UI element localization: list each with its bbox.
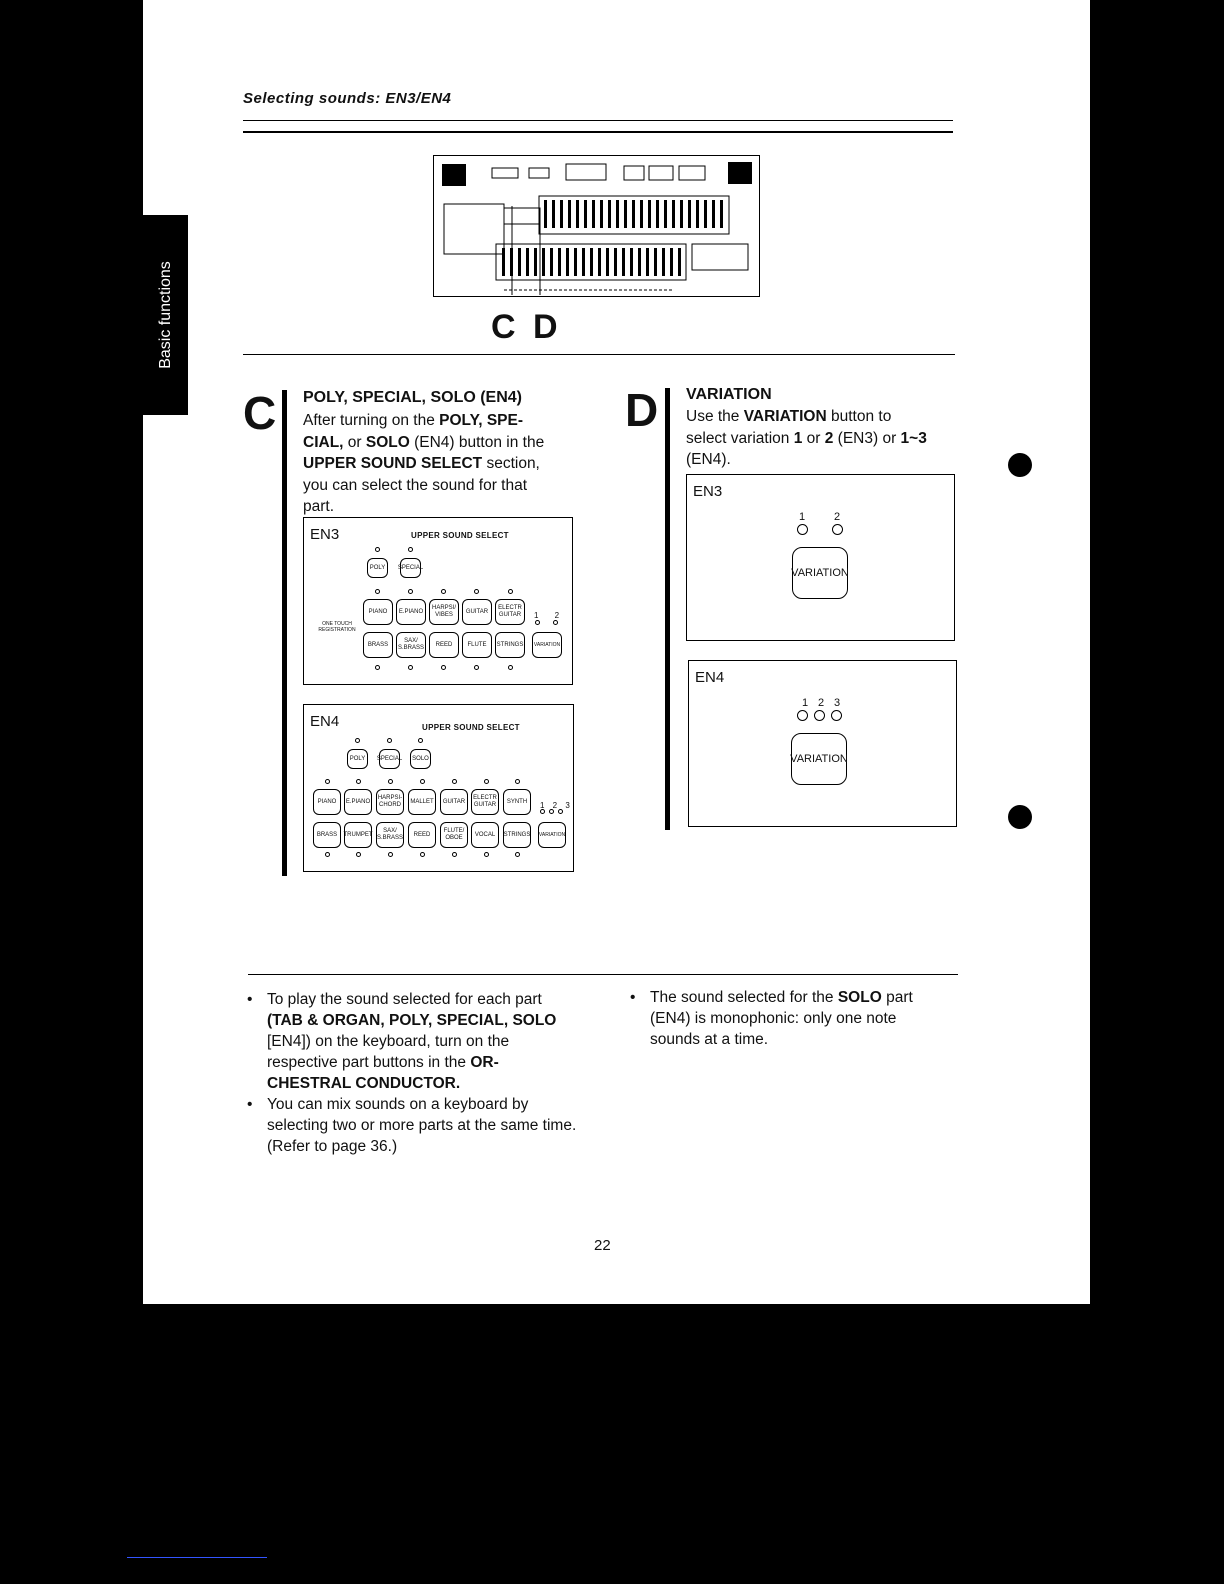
running-head: Selecting sounds: EN3/EN4	[243, 90, 452, 107]
section-d-bar	[665, 388, 670, 830]
led	[452, 852, 457, 857]
led	[558, 809, 563, 814]
panel-en3-label: EN3	[310, 526, 340, 543]
led	[408, 589, 413, 594]
electr-guitar-button[interactable]: ELECTR GUITAR	[471, 789, 499, 815]
reed-button[interactable]: REED	[429, 632, 459, 658]
led	[441, 589, 446, 594]
led	[515, 852, 520, 857]
variation-led-2	[832, 524, 843, 535]
rule-notes	[248, 974, 958, 975]
section-c-body: After turning on the POLY, SPE- CIAL, or SOLO (EN4) button in the UPPER SOUND SELECT section, you can select the sound for that part.	[303, 412, 545, 515]
solo-button[interactable]: SOLO	[410, 749, 431, 769]
led	[535, 620, 540, 625]
led	[375, 665, 380, 670]
sax-s-brass-button[interactable]: SAX/ S.BRASS	[376, 822, 404, 848]
led	[325, 852, 330, 857]
led	[515, 779, 520, 784]
variation-led-numbers: 1 2	[534, 611, 567, 620]
rule-mid	[243, 354, 955, 355]
section-d-body: Use the VARIATION button to select variation 1 or 2 (EN3) or 1~3 (EN4).	[686, 408, 927, 468]
vocal-button[interactable]: VOCAL	[471, 822, 499, 848]
instrument-panel-drawing	[434, 156, 758, 295]
harpsichord-button[interactable]: HARPSI-CHORD	[376, 789, 404, 815]
panel-en4-variation-label: EN4	[695, 669, 725, 686]
section-c-letter: C	[243, 387, 277, 439]
binder-hole-bottom	[1008, 805, 1032, 829]
harpsi-vibes-button[interactable]: HARPSI/ VIBES	[429, 599, 459, 625]
instrument-diagram	[433, 155, 760, 297]
panel-en3-variation	[686, 474, 955, 641]
variation-led-2	[814, 710, 825, 721]
variation-number-2: 2	[818, 697, 825, 709]
panel-en3-upper-sound-select	[303, 517, 573, 685]
note-item: • The sound selected for the SOLO part (EN4) is monophonic: only one note sounds at a time.	[628, 987, 948, 1050]
variation-number-1: 1	[799, 511, 806, 523]
variation-button[interactable]: VARIATION	[532, 632, 562, 658]
section-d-title: VARIATION	[686, 386, 772, 403]
reed-button[interactable]: REED	[408, 822, 436, 848]
led	[474, 665, 479, 670]
flute-oboe-button[interactable]: FLUTE/ OBOE	[440, 822, 468, 848]
one-touch-registration-label: ONE TOUCH REGISTRATION	[318, 621, 356, 633]
led	[549, 809, 554, 814]
led	[484, 779, 489, 784]
variation-led-1	[797, 524, 808, 535]
page-number: 22	[594, 1237, 611, 1254]
flute-button[interactable]: FLUTE	[462, 632, 492, 658]
section-c-title: POLY, SPECIAL, SOLO (EN4)	[303, 389, 523, 406]
rule-top-thin	[243, 120, 953, 121]
led	[540, 809, 545, 814]
led	[408, 665, 413, 670]
brass-button[interactable]: BRASS	[363, 632, 393, 658]
blue-underline	[127, 1557, 267, 1558]
note-item: • You can mix sounds on a keyboard by selecting two or more parts at the same time. (Refer to page 36.)	[245, 1094, 580, 1157]
led	[420, 779, 425, 784]
side-tab-label: Basic functions	[156, 261, 174, 369]
led	[508, 665, 513, 670]
sax-s-brass-button[interactable]: SAX/ S.BRASS	[396, 632, 426, 658]
side-tab	[143, 215, 188, 415]
variation-led-1	[797, 710, 808, 721]
panel-en4-title: UPPER SOUND SELECT	[422, 723, 520, 732]
guitar-button[interactable]: GUITAR	[462, 599, 492, 625]
led	[484, 852, 489, 857]
led	[375, 547, 380, 552]
poly-button[interactable]: POLY	[347, 749, 368, 769]
led	[408, 547, 413, 552]
panel-en4-label: EN4	[310, 713, 340, 730]
led	[388, 852, 393, 857]
strings-button[interactable]: STRINGS	[495, 632, 525, 658]
brass-button[interactable]: BRASS	[313, 822, 341, 848]
poly-button[interactable]: POLY	[367, 558, 388, 578]
trumpet-button[interactable]: TRUMPET	[344, 822, 372, 848]
led	[387, 738, 392, 743]
led	[356, 779, 361, 784]
panel-en3-title: UPPER SOUND SELECT	[411, 531, 509, 540]
led	[452, 779, 457, 784]
electr-guitar-button[interactable]: ELECTR GUITAR	[495, 599, 525, 625]
variation-number-1: 1	[802, 697, 809, 709]
guitar-button[interactable]: GUITAR	[440, 789, 468, 815]
variation-number-3: 3	[834, 697, 841, 709]
variation-number-2: 2	[834, 511, 841, 523]
section-d-letter: D	[625, 384, 659, 436]
piano-button[interactable]: PIANO	[363, 599, 393, 625]
led	[355, 738, 360, 743]
synth-button[interactable]: SYNTH	[503, 789, 531, 815]
led	[553, 620, 558, 625]
panel-en4-upper-sound-select	[303, 704, 574, 872]
note-item: • To play the sound selected for each part (TAB & ORGAN, POLY, SPECIAL, SOLO [EN4]) on the keyboard, turn on the respective part buttons in the OR-CHESTRAL CONDUCTOR.	[245, 989, 580, 1094]
led	[388, 779, 393, 784]
section-c-bar	[282, 390, 287, 876]
diagram-callout-labels: C D	[491, 308, 562, 346]
led	[325, 779, 330, 784]
piano-button[interactable]: PIANO	[313, 789, 341, 815]
binder-hole-top	[1008, 453, 1032, 477]
panel-en4-variation	[688, 660, 957, 827]
mallet-button[interactable]: MALLET	[408, 789, 436, 815]
variation-button[interactable]: VARIATION	[792, 547, 848, 599]
variation-led-numbers: 1 2 3	[540, 801, 573, 810]
special-button[interactable]: SPECIAL	[400, 558, 421, 578]
left-black-strip	[122, 0, 143, 1584]
led	[474, 589, 479, 594]
notes-left	[245, 989, 580, 1157]
led	[375, 589, 380, 594]
led	[441, 665, 446, 670]
led	[420, 852, 425, 857]
led	[356, 852, 361, 857]
e-piano-button[interactable]: E.PIANO	[344, 789, 372, 815]
rule-top-thick	[243, 131, 953, 133]
strings-button[interactable]: STRINGS	[503, 822, 531, 848]
variation-button[interactable]: VARIATION	[538, 822, 566, 848]
variation-led-3	[831, 710, 842, 721]
notes-right	[628, 987, 948, 1050]
e-piano-button[interactable]: E.PIANO	[396, 599, 426, 625]
variation-button[interactable]: VARIATION	[791, 733, 847, 785]
panel-en3-variation-label: EN3	[693, 483, 723, 500]
led	[418, 738, 423, 743]
special-button[interactable]: SPECIAL	[379, 749, 400, 769]
led	[508, 589, 513, 594]
